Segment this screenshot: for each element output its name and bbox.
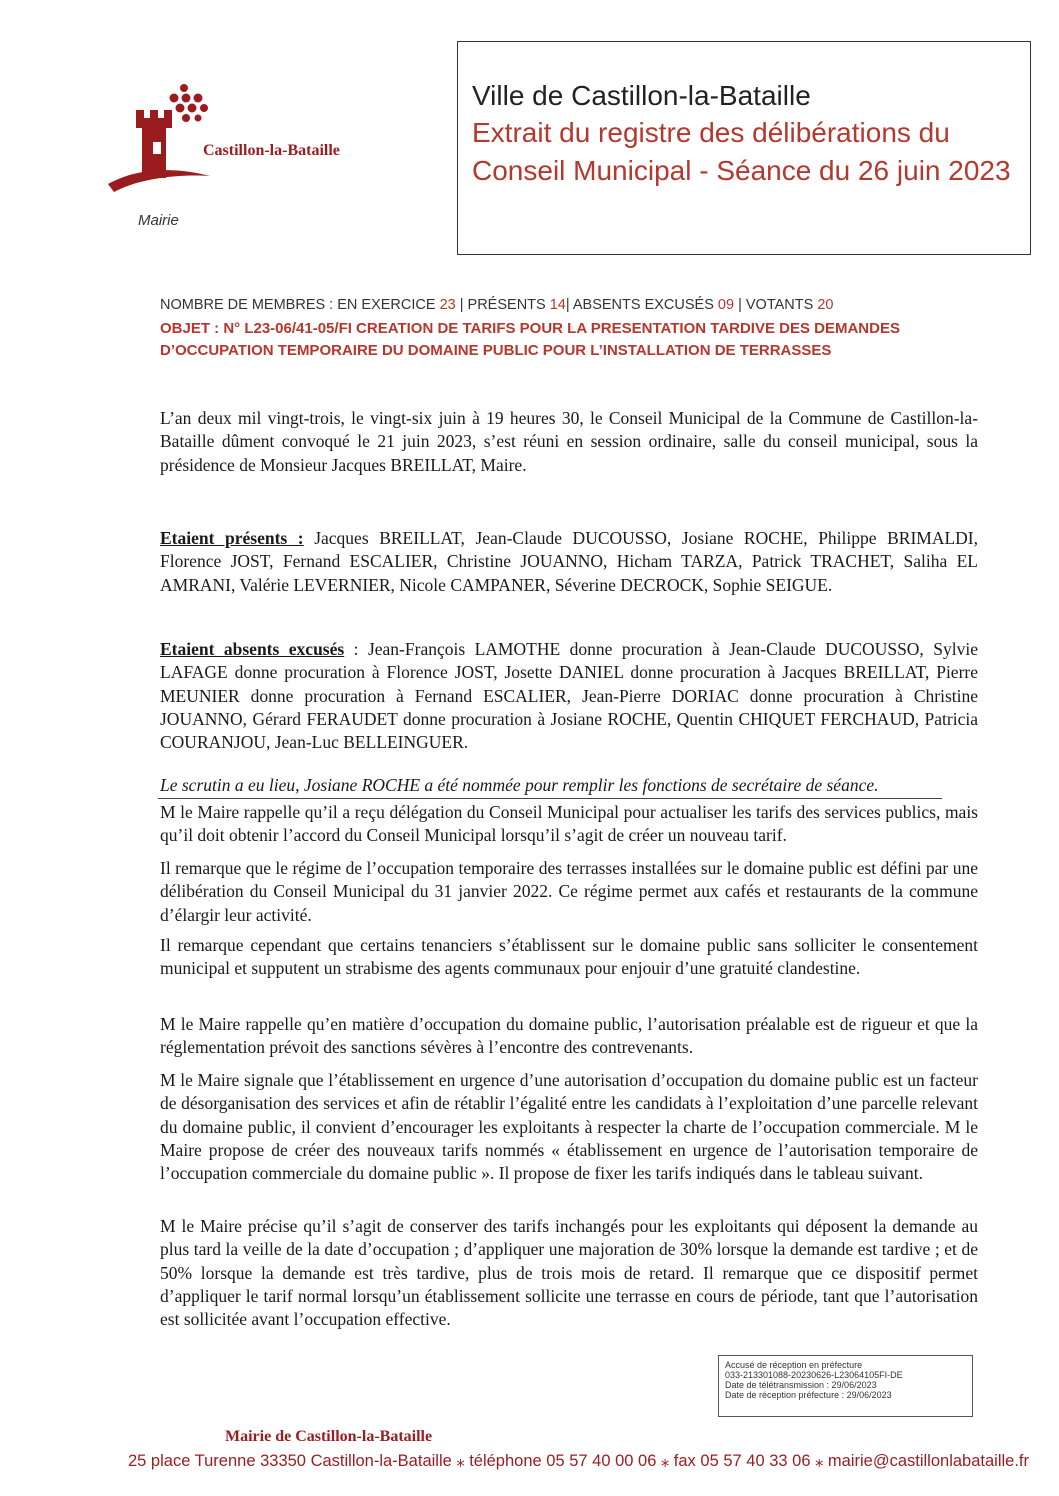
paragraph-tarifs: M le Maire précise qu’il s’agit de conserver des tarifs inchangés pour les exploitants qui déposent la demande au plus tard la veille de la date d’occupation ; d’appliquer une majoration de 30% lorsque la demande est tardive ; et de 50% lorsque la demande est très tardive, plus de trois mois de retard. Il remarque que ce dispositif permet d’appliquer le tarif normal lorsqu’un établissement sollicite une terrasse en cours de période, tant que l’autorisation est sollicitée avant l’occupation effective.: [160, 1216, 978, 1330]
absents-label-text: Etaient absents excusés: [160, 639, 345, 659]
stamp-line-3: Date de télétransmission : 29/06/2023: [725, 1380, 877, 1390]
votants-label: | VOTANTS: [734, 297, 818, 313]
presents-paragraph: [160, 527, 978, 597]
members-count-line: [160, 297, 833, 313]
castle-tower-icon: [100, 80, 210, 210]
paragraph-tenanciers: Il remarque cependant que certains tenanciers s’établissent sur le domaine public sans solliciter le consentement municipal et supputent un strabisme des agents communaux pour enjouir d’une gratuité clandestine.: [160, 935, 978, 979]
logo-subtitle: Mairie: [138, 212, 179, 229]
scrutin-line: Le scrutin a eu lieu, Josiane ROCHE a été nommée pour remplir les fonctions de secrétaire de séance.: [160, 775, 879, 795]
presents-count: 14: [549, 297, 566, 313]
absents-list: : Jean-François LAMOTHE donne procuration à Jean-Claude DUCOUSSO, Sylvie LAFAGE donne procuration à Florence JOST, Josette DANIEL donne procuration à Jacques BREILLAT, Pierre MEUNIER donne procuration à Fernand ESCALIER, Jean-Pierre DORIAC donne procuration à Christine JOUANNO, Gérard FERAUDET donne procuration à Josiane ROCHE, Quentin CHIQUET FERCHAUD, Patricia COURANJOU, Jean-Luc BELLEINGUER.: [160, 639, 978, 753]
paragraph-delegation: M le Maire rappelle qu’il a reçu délégation du Conseil Municipal pour actualiser les tarifs des services publics, mais qu’il doit obtenir l’accord du Conseil Municipal lorsqu’il s’agit de créer un nouveau tarif.: [160, 802, 978, 846]
intro-paragraph: L’an deux mil vingt-trois, le vingt-six juin à 19 heures 30, le Conseil Municipal de la Commune de Castillon-la-Bataille dûment convoqué le 21 juin 2023, s’est réuni en session ordinaire, salle du conseil municipal, sous la présidence de Monsieur Jacques BREILLAT, Maire.: [160, 408, 978, 475]
paragraph-autorisation: M le Maire rappelle qu’en matière d’occupation du domaine public, l’autorisation préalable est de rigueur et que la réglementation prévoit des sanctions sévères à l’encontre des contrevenants.: [160, 1014, 978, 1058]
stamp-line-2: 033-213301088-20230626-L23064105FI-DE: [725, 1370, 903, 1380]
header-city: Ville de Castillon-la-Bataille: [472, 80, 811, 111]
header-box: [457, 41, 1031, 255]
paragraph-urgence: M le Maire signale que l’établissement en urgence d’une autorisation d’occupation du domaine public est un facteur de désorganisation des services et afin de rétablir l’égalité entre les candidats à l’exploitation d’une parcelle relevant du domaine public, il convient d’encourager les exploitants à respecter la charte de l’occupation commerciale. M le Maire propose de créer des nouveaux tarifs nommés « établissement en urgence de l’autorisation temporaire de l’occupation commerciale du domaine public ». Il propose de fixer les tarifs indiqués dans le tableau suivant.: [160, 1070, 978, 1184]
objet-heading: OBJET : N° L23-06/41-05/FI CREATION DE TARIFS POUR LA PRESENTATION TARDIVE DES DEMANDES D’OCCUPATION TEMPORAIRE DU DOMAINE PUBLIC POUR L’INSTALLATION DE TERRASSES: [160, 320, 900, 359]
scrutin-underline: [158, 798, 942, 799]
stamp-line-4: Date de réception préfecture : 29/06/2023: [725, 1390, 892, 1400]
absents-label: | ABSENTS EXCUSÉS: [565, 297, 718, 313]
castillon-logo: [100, 80, 420, 240]
header-extract: Extrait du registre des délibérations du Conseil Municipal - Séance du 26 juin 2023: [472, 117, 1011, 186]
footer-mairie: Mairie de Castillon-la-Bataille: [225, 1428, 433, 1445]
prefecture-receipt-stamp: [718, 1355, 973, 1417]
absents-paragraph: [160, 638, 978, 754]
presents-label-text: Etaient présents :: [160, 528, 304, 548]
members-prefix: NOMBRE DE MEMBRES : EN EXERCICE: [160, 297, 440, 313]
stamp-line-1: Accusé de réception en préfecture: [725, 1360, 863, 1370]
logo-name: Castillon-la-Bataille: [203, 142, 340, 159]
votants-count: 20: [817, 297, 834, 313]
absents-count: 09: [717, 297, 735, 313]
footer-address: 25 place Turenne 33350 Castillon-la-Bataille ⁎ téléphone 05 57 40 00 06 ⁎ fax 05 57 40 33 06 ⁎ mairie@castillonlabataille.fr: [128, 1452, 1029, 1470]
presents-list: Jacques BREILLAT, Jean-Claude DUCOUSSO, Josiane ROCHE, Philippe BRIMALDI, Florence JOST, Fernand ESCALIER, Christine JOUANNO, Hicham TARZA, Patrick TRACHET, Saliha EL AMRANI, Valérie LEVERNIER, Nicole CAMPANER, Séverine DECROCK, Sophie SEIGUE.: [160, 528, 979, 595]
paragraph-regime: Il remarque que le régime de l’occupation temporaire des terrasses installées sur le domaine public est défini par une délibération du Conseil Municipal du 31 janvier 2022. Ce régime permet aux cafés et restaurants de la commune d’élargir leur activité.: [160, 858, 978, 925]
presents-label: | PRÉSENTS: [455, 297, 550, 313]
en-exercice-count: 23: [439, 297, 456, 313]
